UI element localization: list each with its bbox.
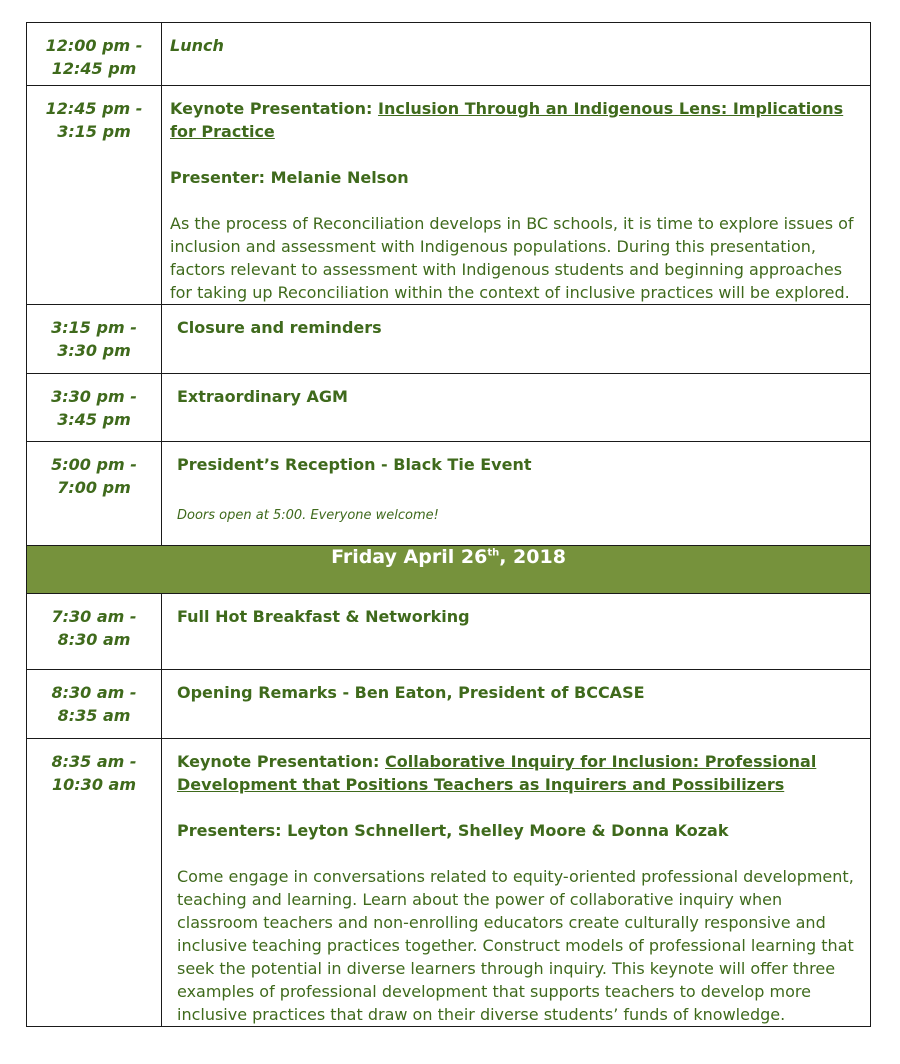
day-header-ordinal: th: [487, 547, 500, 559]
event-note: Doors open at 5:00. Everyone welcome!: [177, 508, 439, 523]
session-description: As the process of Reconciliation develops in BC schools, it is time to explore issues of inclusion and assessment with Indigenous populations. During this presentation, factors relevant to assessment with Indigenous students and beginning approaches for taking up Reconciliation within the context of inclusive practices will be explored.: [170, 214, 854, 302]
end-time: 12:45 pm: [51, 59, 137, 78]
end-time: 3:45 pm: [57, 410, 131, 429]
keynote-link[interactable]: Collaborative Inquiry for Inclusion: Professional Development that Positions Teachers as Inquirers and Possibilizers: [177, 752, 817, 794]
end-time: 3:30 pm: [57, 341, 131, 360]
keynote-prefix: Keynote Presentation:: [177, 752, 380, 771]
session-title: Opening Remarks - Ben Eaton, President of BCCASE: [177, 683, 645, 702]
time-cell: [27, 23, 162, 86]
session-cell: [162, 594, 871, 670]
schedule-row: [27, 23, 871, 86]
session-cell: [162, 23, 871, 86]
start-time: 5:00 pm -: [51, 455, 137, 474]
end-time: 10:30 am: [52, 775, 136, 794]
end-time: 7:00 pm: [57, 478, 131, 497]
presenter: Presenter: Melanie Nelson: [170, 168, 409, 187]
time-cell: [27, 442, 162, 546]
session-title: Closure and reminders: [177, 318, 382, 337]
schedule-row: [27, 86, 871, 305]
start-time: 3:15 pm -: [51, 318, 137, 337]
session-cell: [162, 739, 871, 1027]
session-title: Extraordinary AGM: [177, 387, 348, 406]
schedule-row: [27, 594, 871, 670]
session-description: Come engage in conversations related to equity-oriented professional development, teaching and learning. Learn about the power of collaborative inquiry when classroom teachers and non-enrolling educators create culturally responsive and inclusive teaching practices together. Construct models of professional learning that seek the potential in diverse learners through inquiry. This keynote will offer three examples of professional development that supports teachers to develop more inclusive practices that draw on their diverse students’ funds of knowledge.: [177, 867, 854, 1024]
start-time: 12:45 pm -: [45, 99, 143, 118]
session-cell: [162, 305, 871, 374]
day-header: [27, 546, 871, 594]
keynote-prefix: Keynote Presentation:: [170, 99, 373, 118]
presenter: Presenters: Leyton Schnellert, Shelley Moore & Donna Kozak: [177, 821, 729, 840]
session-title: Full Hot Breakfast & Networking: [177, 607, 470, 626]
schedule-row: [27, 305, 871, 374]
schedule-row: [27, 442, 871, 546]
session-title: Lunch: [170, 36, 224, 55]
time-cell: [27, 86, 162, 305]
schedule-table: [26, 22, 871, 1027]
start-time: 8:30 am -: [51, 683, 137, 702]
session-cell: [162, 670, 871, 739]
time-cell: [27, 374, 162, 442]
schedule-row: [27, 670, 871, 739]
time-cell: [27, 670, 162, 739]
keynote-link[interactable]: Inclusion Through an Indigenous Lens: Implications for Practice: [170, 99, 844, 141]
start-time: 8:35 am -: [51, 752, 137, 771]
day-header-year: , 2018: [499, 546, 566, 568]
end-time: 8:35 am: [57, 706, 131, 725]
day-header-date: Friday April 26: [331, 546, 488, 568]
end-time: 3:15 pm: [57, 122, 131, 141]
start-time: 3:30 pm -: [51, 387, 137, 406]
schedule-row: [27, 374, 871, 442]
time-cell: [27, 594, 162, 670]
time-cell: [27, 305, 162, 374]
start-time: 12:00 pm -: [45, 36, 143, 55]
day-header-row: [27, 546, 871, 594]
session-cell: [162, 442, 871, 546]
session-cell: [162, 374, 871, 442]
end-time: 8:30 am: [57, 630, 131, 649]
time-cell: [27, 739, 162, 1027]
schedule-row: [27, 739, 871, 1027]
session-cell: [162, 86, 871, 305]
session-title: President’s Reception - Black Tie Event: [177, 455, 532, 474]
start-time: 7:30 am -: [51, 607, 137, 626]
